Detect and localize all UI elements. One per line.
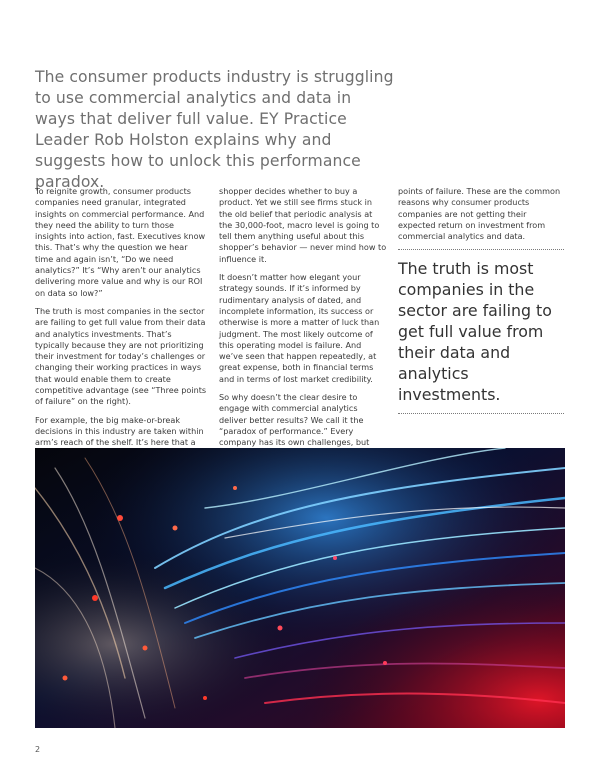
pull-quote-rule-bottom [398,413,564,414]
body-column-2 [219,186,387,467]
paragraph: points of failure. These are the common reasons why consumer products companies are not getting their expected return on investment from commercial analytics and data. [398,186,561,242]
body-column-3 [398,186,564,414]
paragraph: The truth is most companies in the sector are failing to get full value from their data and analytics investments. That’s typically because they are not prioritizing their investment for today’s challenges or changing their working practices in ways that would enable them to create competitive advantage (see “Three points of failure” on the right). [35,305,207,407]
paragraph: So why doesn’t the clear desire to engage with commercial analytics deliver better results? We call it the “paradox of performance.” Every company has its own challenges, but [219,392,370,448]
pull-quote-rule-top [398,249,564,250]
fiber-optics-image [35,448,565,728]
intro-heading: The consumer products industry is struggling to use commercial analytics and data in ways that deliver full value. EY Practice Leader Rob Holston explains why and suggests how to unlock this performance paradox. [35,68,394,191]
paragraph: shopper decides whether to buy a product. Yet we still see firms stuck in the old belief that periodic analysis at the 30,000-foot, macro level is going to tell them anything useful about this shopper’s behavior — never mind how to influence it. [219,186,387,264]
page-number: 2 [35,745,41,754]
pull-quote: The truth is most companies in the sector are failing to get full value from their data and analytics investments. [398,259,552,405]
paragraph: It doesn’t matter how elegant your strategy sounds. If it’s informed by rudimentary analysis of dated, and incomplete information, its success or otherwise is more a matter of luck than judgment. The most likely outcome of this operating model is failure. And we’ve seen that happen repeatedly, at great expense, both in financial terms and in terms of lost market credibility. [219,272,380,384]
body-column-1 [35,186,207,456]
paragraph: For example, the big make-or-break decisions in this industry are taken within arm’s reach of the shelf. It’s here that a [35,414,204,448]
paragraph: To reignite growth, consumer products companies need granular, integrated insights on commercial performance. And they need the ability to turn those insights into action, fast. Executives know this. That’s why the question we hear time and again isn’t, “Do we need analytics?” It’s “Why aren’t our analytics delivering more value and why is our ROI on data so low?” [35,186,206,298]
fiber-optics-photo [35,448,565,728]
